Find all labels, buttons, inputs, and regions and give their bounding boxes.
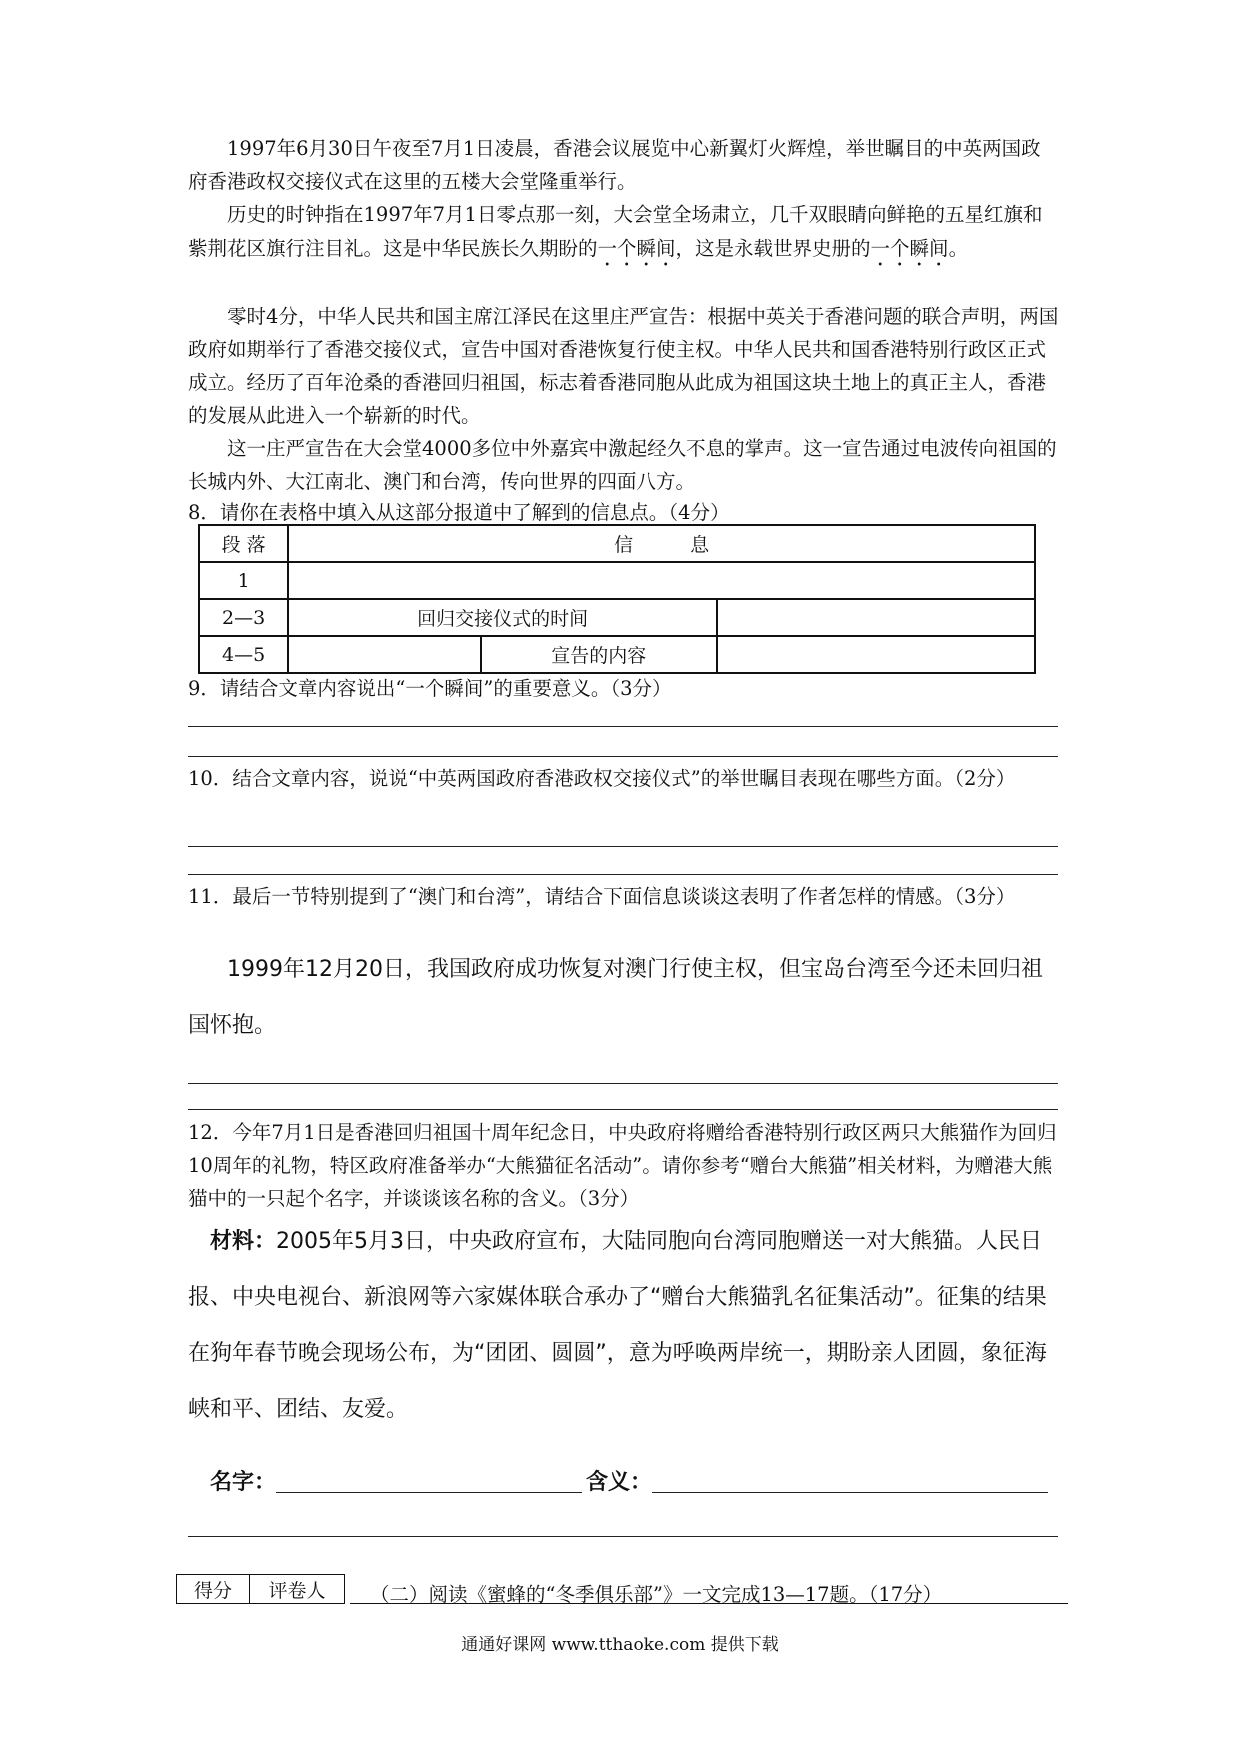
question-11-info: 1999年12月20日，我国政府成功恢复对澳门行使主权，但宝岛台湾至今还未回归祖国怀抱。: [188, 957, 1043, 1038]
passage-paragraph-1: 1997年6月30日午夜至7月1日凌晨，香港会议展览中心新翼灯火辉煌，举世瞩目的中英两国政府香港政权交接仪式在这里的五楼大会堂隆重举行。: [188, 137, 1041, 193]
answer-line[interactable]: [188, 1536, 1058, 1537]
answer-cell[interactable]: [288, 636, 480, 673]
question-12-prompt: 12．今年7月1日是香港回归祖国十周年纪念日，中央政府将赠给香港特别行政区两只大熊猫作为回归10周年的礼物，特区政府准备举办“大熊猫征名活动”。请你参考“赠台大熊猫”相关材料，为赠港大熊猫中的一只起个名字，并谈谈该名称的含义。（3分）: [188, 1121, 1057, 1210]
passage-paragraph-3: 零时4分，中华人民共和国主席江泽民在这里庄严宣告：根据中英关于香港问题的联合声明，两国政府如期举行了香港交接仪式，宣告中国对香港恢复行使主权。中华人民共和国香港特别行政区正式成立。经历了百年沧桑的香港回归祖国，标志着香港同胞从此成为祖国这块土地上的真正主人，香港的发展从此进入一个崭新的时代。: [188, 305, 1059, 427]
table-header-info: 信 息: [288, 525, 1035, 562]
table-row: [199, 562, 1035, 599]
emphasis-moment-2: 一个瞬间: [870, 237, 949, 260]
answer-line[interactable]: [188, 846, 1058, 847]
question-9-prompt: 9．请结合文章内容说出“一个瞬间”的重要意义。（3分）: [188, 677, 672, 700]
score-label: 得分: [177, 1575, 250, 1604]
passage-paragraph-4: 这一庄严宣告在大会堂4000多位中外嘉宾中激起经久不息的掌声。这一宣告通过电波传向祖国的长城内外、大江南北、澳门和台湾，传向世界的四面八方。: [188, 437, 1057, 493]
table-header-row: [199, 525, 1035, 562]
question-10-prompt: 10．结合文章内容，说说“中英两国政府香港政权交接仪式”的举世瞩目表现在哪些方面。（2分）: [188, 767, 1016, 790]
answer-line[interactable]: [188, 1109, 1058, 1110]
table-row-label: 4—5: [199, 636, 288, 673]
table-hint-declaration: 宣告的内容: [481, 636, 718, 673]
footer: 通通好课网 www.tthaoke.com 提供下载: [461, 1635, 779, 1655]
answer-cell[interactable]: [717, 599, 1035, 636]
table-row-label: 1: [199, 562, 288, 599]
answer-line[interactable]: [188, 726, 1058, 727]
answer-line[interactable]: [188, 1083, 1058, 1084]
emphasis-moment-1: 一个瞬间: [597, 237, 676, 260]
section-2-title: （二）阅读《蜜蜂的“冬季俱乐部”》一文完成13—17题。（17分）: [370, 1583, 943, 1606]
table-hint-time: 回归交接仪式的时间: [288, 599, 717, 636]
table-row: [199, 636, 1035, 673]
question-12-material: [188, 1214, 1060, 1438]
section-2-underline: [350, 1603, 1068, 1604]
name-answer-line[interactable]: [276, 1470, 582, 1493]
score-box: [176, 1574, 345, 1604]
answer-line[interactable]: [188, 756, 1058, 757]
passage-paragraph-2: [188, 198, 1060, 271]
name-meaning-row: [210, 1466, 1082, 1500]
material-label: 材料：: [210, 1229, 277, 1254]
question-11-prompt: 11．最后一节特别提到了“澳门和台湾”，请结合下面信息谈谈这表明了作者怎样的情感。（3分）: [188, 885, 1016, 908]
answer-cell[interactable]: [717, 636, 1035, 673]
table-row-label: 2—3: [199, 599, 288, 636]
meaning-answer-line[interactable]: [652, 1470, 1048, 1493]
grader-label: 评卷人: [250, 1575, 345, 1604]
name-label: 名字：: [210, 1470, 277, 1495]
table-row: [199, 599, 1035, 636]
passage-paragraph-2-text-a: 历史的时钟指在1997年7月1日零点那一刻，大会堂全场肃立，几千双眼睛向鲜艳的五星红旗和紫荆花区旗行注目礼。这是中华民族长久期盼的: [188, 203, 1043, 260]
passage-paragraph-2-text-b: ，这是永载世界史册的: [675, 237, 871, 260]
answer-line[interactable]: [188, 874, 1058, 875]
answer-cell[interactable]: [288, 562, 1035, 599]
material-text: 2005年5月3日，中央政府宣布，大陆同胞向台湾同胞赠送一对大熊猫。人民日报、中央电视台、新浪网等六家媒体联合承办了“赠台大熊猫乳名征集活动”。征集的结果在狗年春节晚会现场公布，为“团团、圆圆”，意为呼唤两岸统一，期盼亲人团圆，象征海峡和平、团结、友爱。: [188, 1229, 1047, 1422]
passage-paragraph-2-text-c: 。: [948, 237, 969, 260]
table-header-paragraph: 段 落: [199, 525, 288, 562]
meaning-label: 含义：: [586, 1470, 653, 1495]
info-table: [198, 524, 1036, 674]
question-8-prompt: 8．请你在表格中填入从这部分报道中了解到的信息点。（4分）: [188, 501, 730, 524]
